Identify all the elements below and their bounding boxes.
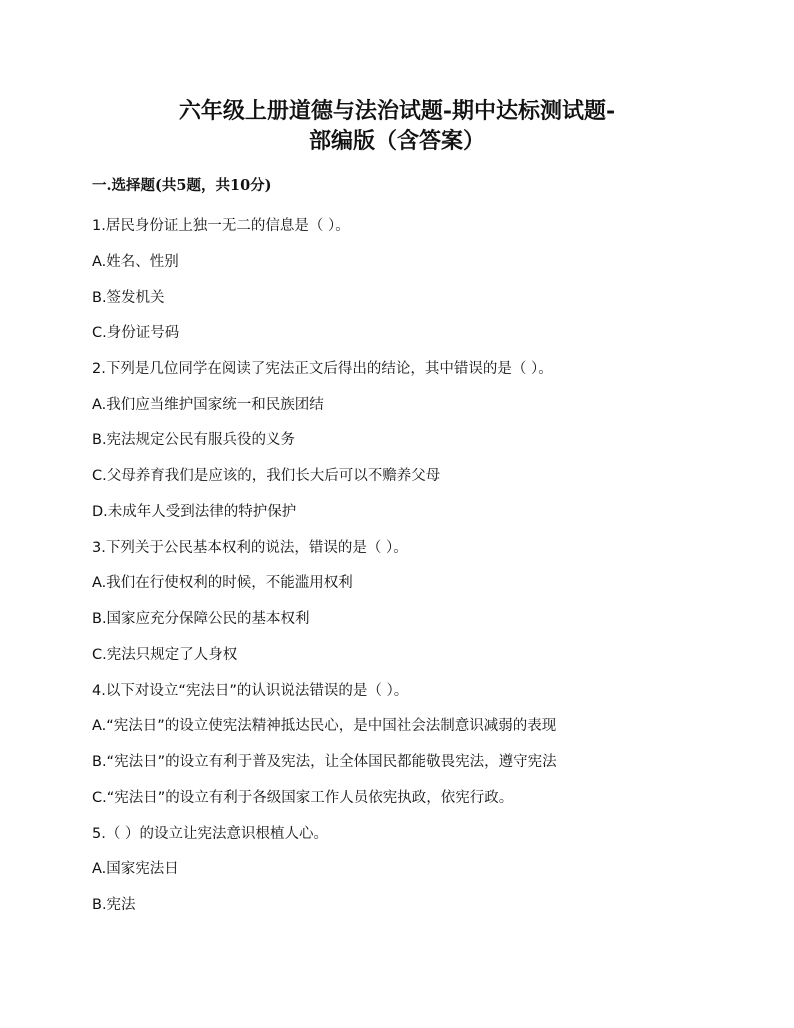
question-2-option-d: D.未成年人受到法律的特护保护 — [92, 504, 297, 520]
question-4-option-b: B.“宪法日”的设立有利于普及宪法，让全体国民都能敬畏宪法，遵守宪法 — [92, 754, 557, 770]
question-1-stem: 1.居民身份证上独一无二的信息是（ ）。 — [92, 218, 350, 234]
question-4-option-a: A.“宪法日”的设立使宪法精神抵达民心，是中国社会法制意识减弱的表现 — [92, 718, 557, 734]
question-1-option-c: C.身份证号码 — [92, 325, 180, 341]
question-5-option-a: A.国家宪法日 — [92, 861, 179, 877]
question-3-option-a: A.我们在行使权利的时候，不能滥用权利 — [92, 575, 353, 591]
question-4-option-c: C.“宪法日”的设立有利于各级国家工作人员依宪执政，依宪行政。 — [92, 790, 514, 806]
question-1-option-b: B.签发机关 — [92, 290, 165, 306]
question-2-option-b: B.宪法规定公民有服兵役的义务 — [92, 432, 296, 448]
question-2-stem: 2.下列是几位同学在阅读了宪法正文后得出的结论，其中错误的是（ ）。 — [92, 361, 553, 377]
document-title-line1: 六年级上册道德与法治试题-期中达标测试题- — [178, 98, 616, 124]
document-title-line2: 部编版（含答案） — [308, 128, 485, 154]
question-5-stem: 5.（ ）的设立让宪法意识根植人心。 — [92, 826, 328, 842]
section-heading: 一.选择题(共5题，共10分) — [92, 177, 272, 194]
question-1-option-a: A.姓名、性别 — [92, 254, 179, 270]
question-5-option-b: B.宪法 — [92, 897, 136, 913]
question-4-stem: 4.以下对设立“宪法日”的认识说法错误的是（ ）。 — [92, 683, 409, 699]
question-3-stem: 3.下列关于公民基本权利的说法，错误的是（ ）。 — [92, 540, 408, 556]
question-3-option-c: C.宪法只规定了人身权 — [92, 647, 238, 663]
question-2-option-a: A.我们应当维护国家统一和民族团结 — [92, 397, 324, 413]
question-3-option-b: B.国家应充分保障公民的基本权利 — [92, 611, 310, 627]
question-2-option-c: C.父母养育我们是应该的，我们长大后可以不赡养父母 — [92, 468, 441, 484]
